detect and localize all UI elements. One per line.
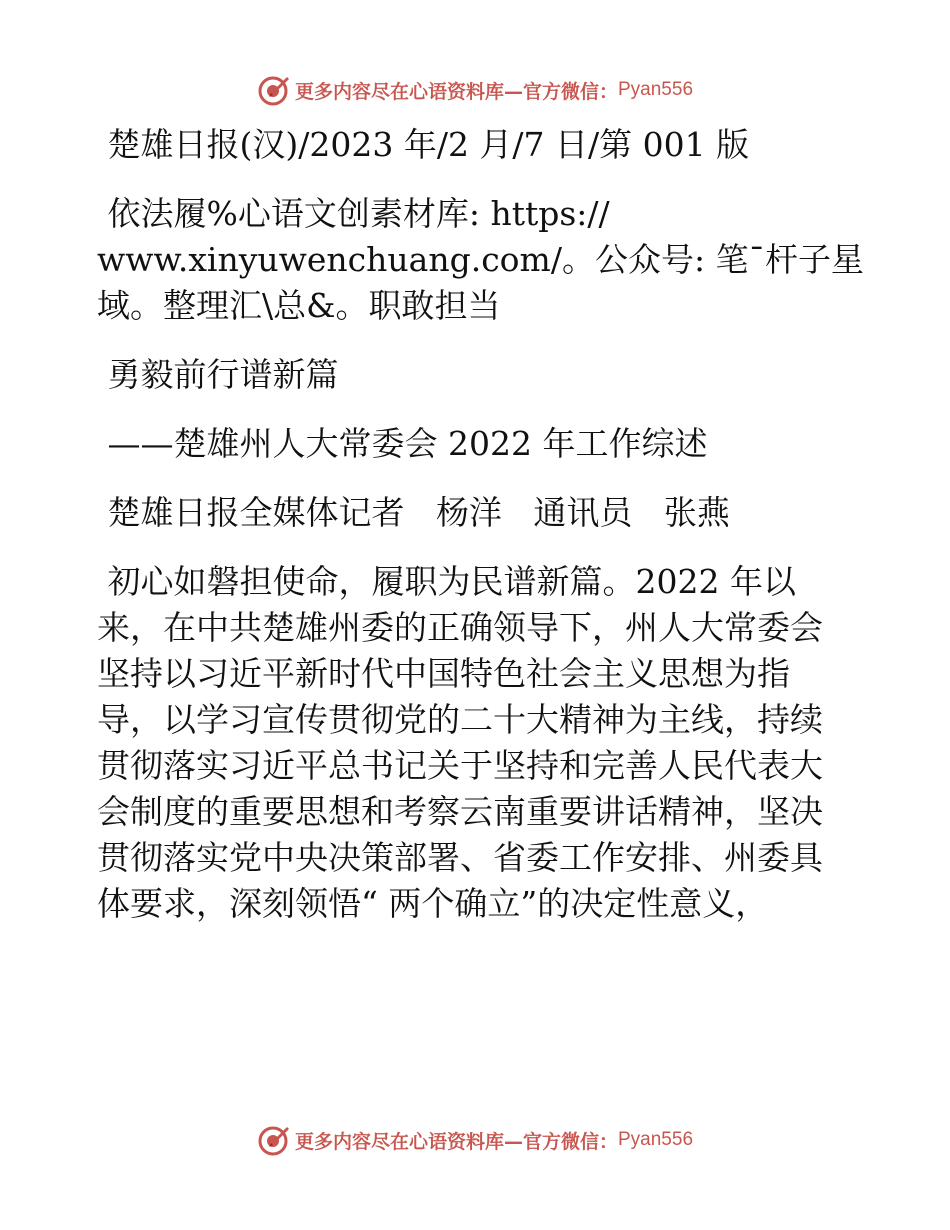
byline: 楚雄日报全媒体记者 杨洋 通讯员 张燕	[97, 493, 730, 532]
watermark-main-text: 更多内容尽在心语资料库	[294, 1130, 504, 1153]
source-line: 楚雄日报(汉)/2023 年/2 月/7 日/第 001 版	[97, 125, 750, 164]
header-watermark-banner	[0, 70, 950, 110]
intro-line: 域。整理汇\总&。职敢担当	[97, 286, 501, 325]
body-line: 导，以学习宣传贯彻党的二十大精神为主线，持续	[97, 700, 823, 739]
watermark-official-text: —官方微信：	[503, 1130, 618, 1153]
body-line: 体要求，深刻领悟“ 两个确立”的决定性意义，	[97, 884, 769, 923]
intro-line: www.xinyuwenchuang.com/。公众号: 笔¯杆子星	[97, 240, 865, 279]
pen-logo-icon	[257, 1123, 291, 1157]
watermark-main-text: 更多内容尽在心语资料库	[294, 80, 504, 103]
intro-line: 依法履%心语文创素材库: https://	[97, 194, 610, 233]
watermark-wechat-id: Pyan556	[618, 1129, 694, 1150]
footer-watermark-banner	[0, 1120, 950, 1160]
article-subtitle: ——楚雄州人大常委会 2022 年工作综述	[97, 424, 708, 463]
body-line: 初心如磐担使命，履职为民谱新篇。2022 年以	[97, 562, 796, 601]
body-line: 会制度的重要思想和考察云南重要讲话精神，坚决	[97, 792, 823, 831]
body-line: 来，在中共楚雄州委的正确领导下，州人大常委会	[97, 608, 823, 647]
article-title: 勇毅前行谱新篇	[97, 355, 339, 394]
watermark-wechat-id: Pyan556	[618, 79, 694, 100]
watermark-official-text: —官方微信：	[503, 80, 618, 103]
body-line: 坚持以习近平新时代中国特色社会主义思想为指	[97, 654, 790, 693]
body-line: 贯彻落实党中央决策部署、省委工作安排、州委具	[97, 838, 823, 877]
document-body	[97, 122, 865, 927]
pen-logo-icon	[257, 73, 291, 107]
body-line: 贯彻落实习近平总书记关于坚持和完善人民代表大	[97, 746, 823, 785]
